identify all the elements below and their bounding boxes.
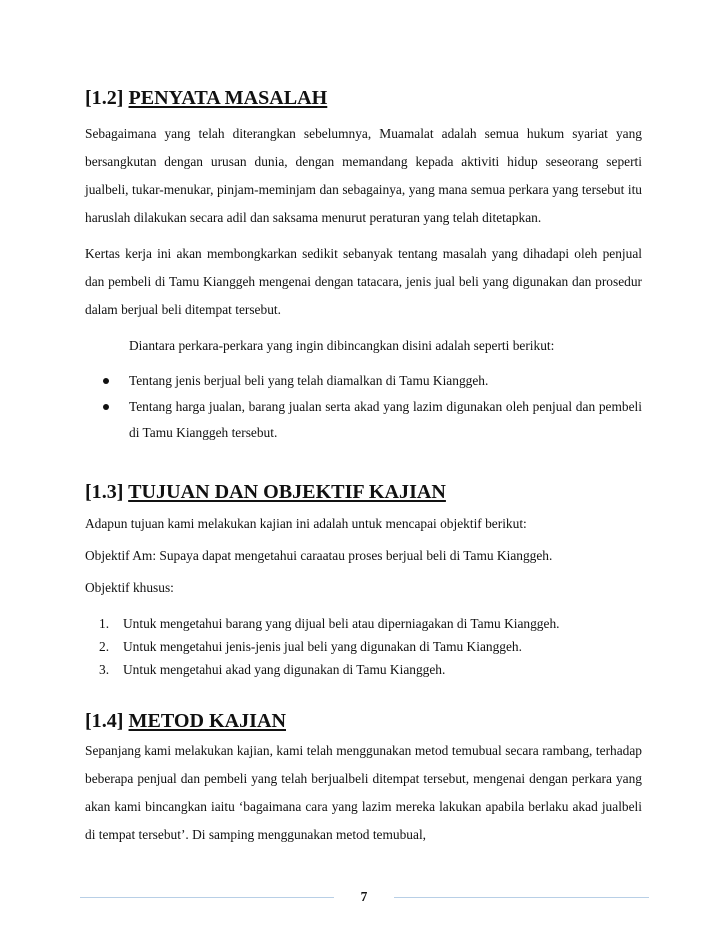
list-number: 1. — [99, 616, 110, 631]
section-number: [1.3] — [85, 481, 124, 503]
list-intro: Diantara perkara-perkara yang ingin dibincangkan disini adalah seperti berikut: — [129, 338, 555, 353]
footer-rule-right — [394, 897, 649, 898]
section-heading-1-2 — [85, 88, 642, 108]
section-title: PENYATA MASALAH — [128, 87, 328, 109]
bullet-icon — [103, 404, 109, 410]
page-content — [85, 82, 642, 849]
section-number: [1.2] — [85, 87, 124, 109]
section-title: TUJUAN DAN OBJEKTIF KAJIAN — [128, 481, 446, 503]
list-item-text: Untuk mengetahui barang yang dijual beli atau diperniagakan di Tamu Kianggeh. — [123, 616, 560, 631]
section-heading-1-4 — [85, 711, 642, 731]
objective-list — [85, 612, 642, 681]
list-item — [99, 612, 642, 635]
list-item-text: Untuk mengetahui jenis-jenis jual beli yang digunakan di Tamu Kianggeh. — [123, 639, 522, 654]
paragraph: Adapun tujuan kami melakukan kajian ini adalah untuk mencapai objektif berikut: — [85, 516, 527, 531]
paragraph: Sebagaimana yang telah diterangkan sebelumnya, Muamalat adalah semua hukum syariat yang bersangkutan dengan urusan dunia, dengan memandang kepada aktiviti hidup seseorang seperti jualbeli, tukar-menukar, pinjam-meminjam dan sebagainya, yang mana semua perkara yang tersebut itu haruslah dilakukan secara adil dan saksama menurut peraturan yang telah ditetapkan. — [85, 126, 642, 225]
bullet-list — [85, 368, 642, 446]
list-item — [99, 658, 642, 681]
bullet-icon — [103, 378, 109, 384]
list-item — [85, 368, 642, 394]
paragraph: Sepanjang kami melakukan kajian, kami telah menggunakan metod temubual secara rambang, terhadap beberapa penjual dan pembeli yang telah berjualbeli ditempat tersebut, mengenai dengan perkara yang akan kami bincangkan iaitu ‘bagaimana cara yang lazim mereka lakukan apabila berlaku akad jualbeli di tempat tersebut’. Di samping menggunakan metod temubual, — [85, 743, 642, 842]
paragraph: Objektif khusus: — [85, 580, 174, 595]
section-title: METOD KAJIAN — [128, 710, 286, 732]
list-item — [99, 635, 642, 658]
paragraph: Kertas kerja ini akan membongkarkan sedikit sebanyak tentang masalah yang dihadapi oleh penjual dan pembeli di Tamu Kianggeh mengenai dengan tatacara, jenis jual beli yang digunakan dan prosedur dalam berjual beli ditempat tersebut. — [85, 246, 642, 317]
list-item-text: Tentang jenis berjual beli yang telah diamalkan di Tamu Kianggeh. — [129, 373, 489, 388]
list-item — [85, 394, 642, 446]
section-number: [1.4] — [85, 710, 124, 732]
list-item-text: Untuk mengetahui akad yang digunakan di Tamu Kianggeh. — [123, 662, 446, 677]
paragraph: Objektif Am: Supaya dapat mengetahui caraatau proses berjual beli di Tamu Kianggeh. — [85, 548, 553, 563]
page-number: 7 — [360, 889, 368, 904]
list-number: 3. — [99, 662, 110, 677]
section-heading-1-3 — [85, 482, 642, 502]
list-number: 2. — [99, 639, 110, 654]
footer-rule-left — [80, 897, 334, 898]
list-item-text: Tentang harga jualan, barang jualan serta akad yang lazim digunakan oleh penjual dan pembeli di Tamu Kianggeh tersebut. — [129, 399, 642, 440]
